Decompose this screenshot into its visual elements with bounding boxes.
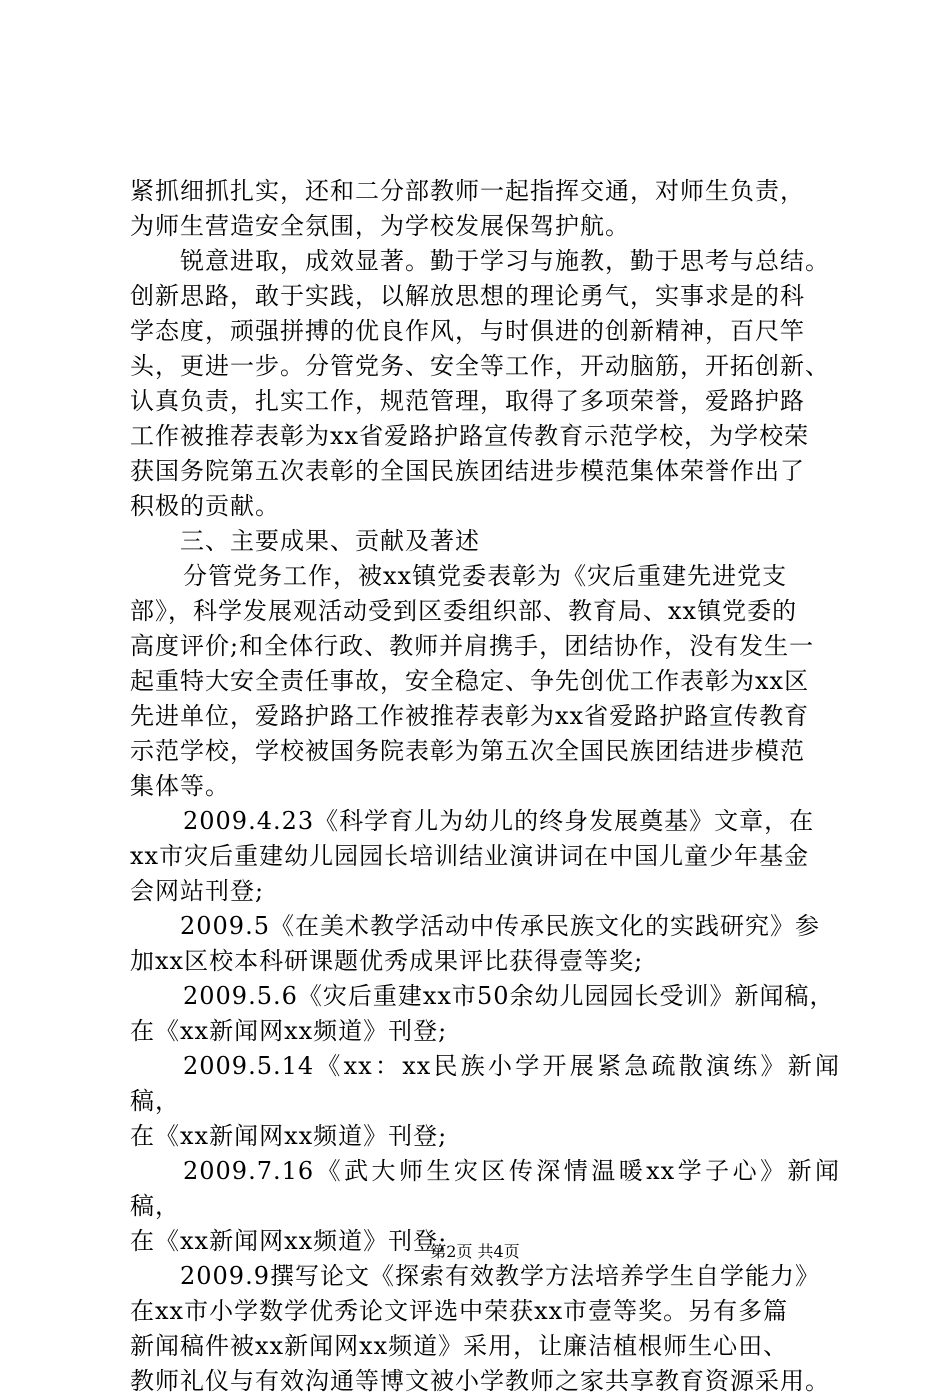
page-number-footer: 第2页 共4页 — [430, 1242, 520, 1261]
paragraph-news-2009-5-14: 2009.5.14《xx：xx民族小学开展紧急疏散演练》新闻稿， 在《xx新闻网xx频道》刊登; — [130, 1052, 840, 1150]
paragraph-article-2009-4-23: 2009.4.23《科学育儿为幼儿的终身发展奠基》文章，在 xx市灾后重建幼儿园园长培训结业演讲词在中国儿童少年基金 会网站刊登; — [130, 807, 815, 905]
paragraph-party-work: 分管党务工作，被xx镇党委表彰为《灾后重建先进党支 部》，科学发展观活动受到区委组织部、教育局、xx镇党委的 高度评价;和全体行政、教师并肩携手，团结协作，没有发生一 起重特大安全责任事故，安全稳定、争先创优工作表彰为xx区 先进单位，爱路护路工作被推荐表彰为xx省爱路护路宣传教育 示范学校，学校被国务院表彰为第五次全国民族团结进步模范 集体等。 — [130, 562, 815, 800]
paragraph-paper-2009-9: 2009.9撰写论文《探索有效教学方法培养学生自学能力》 在xx市小学数学优秀论文评选中荣获xx市壹等奖。另有多篇 新闻稿件被xx新闻网xx频道》采用，让廉洁植根师生心田、 教师礼仪与有效沟通等博文被小学教师之家共享教育资源采用。 — [130, 1262, 830, 1395]
paragraph-news-2009-5-6: 2009.5.6《灾后重建xx市50余幼儿园园长受训》新闻稿， 在《xx新闻网xx频道》刊登; — [130, 982, 835, 1045]
paragraph-safety-duty: 紧抓细抓扎实，还和二分部教师一起指挥交通，对师生负责， 为师生营造安全氛围，为学校发展保驾护航。 — [130, 177, 805, 240]
paragraph-news-2009-7-16: 2009.7.16《武大师生灾区传深情温暖xx学子心》新闻稿， 在《xx新闻网xx频道》刊登; — [130, 1157, 840, 1255]
section-heading-main-results: 三、主要成果、贡献及著述 — [180, 527, 480, 555]
document-body — [130, 174, 840, 1399]
paragraph-research-2009-5: 2009.5《在美术教学活动中传承民族文化的实践研究》参 加xx区校本科研课题优秀成果评比获得壹等奖; — [130, 912, 820, 975]
paragraph-achievements-summary: 锐意进取，成效显著。勤于学习与施教，勤于思考与总结。 创新思路，敢于实践，以解放思想的理论勇气，实事求是的科 学态度，顽强拼搏的优良作风，与时俱进的创新精神，百尺竿 头，更进一步。分管党务、安全等工作，开动脑筋，开拓创新、 认真负责，扎实工作，规范管理，取得了多项荣誉，爱路护路 工作被推荐表彰为xx省爱路护路宣传教育示范学校，为学校荣 获国务院第五次表彰的全国民族团结进步模范集体荣誉作出了 积极的贡献。 — [130, 247, 830, 520]
